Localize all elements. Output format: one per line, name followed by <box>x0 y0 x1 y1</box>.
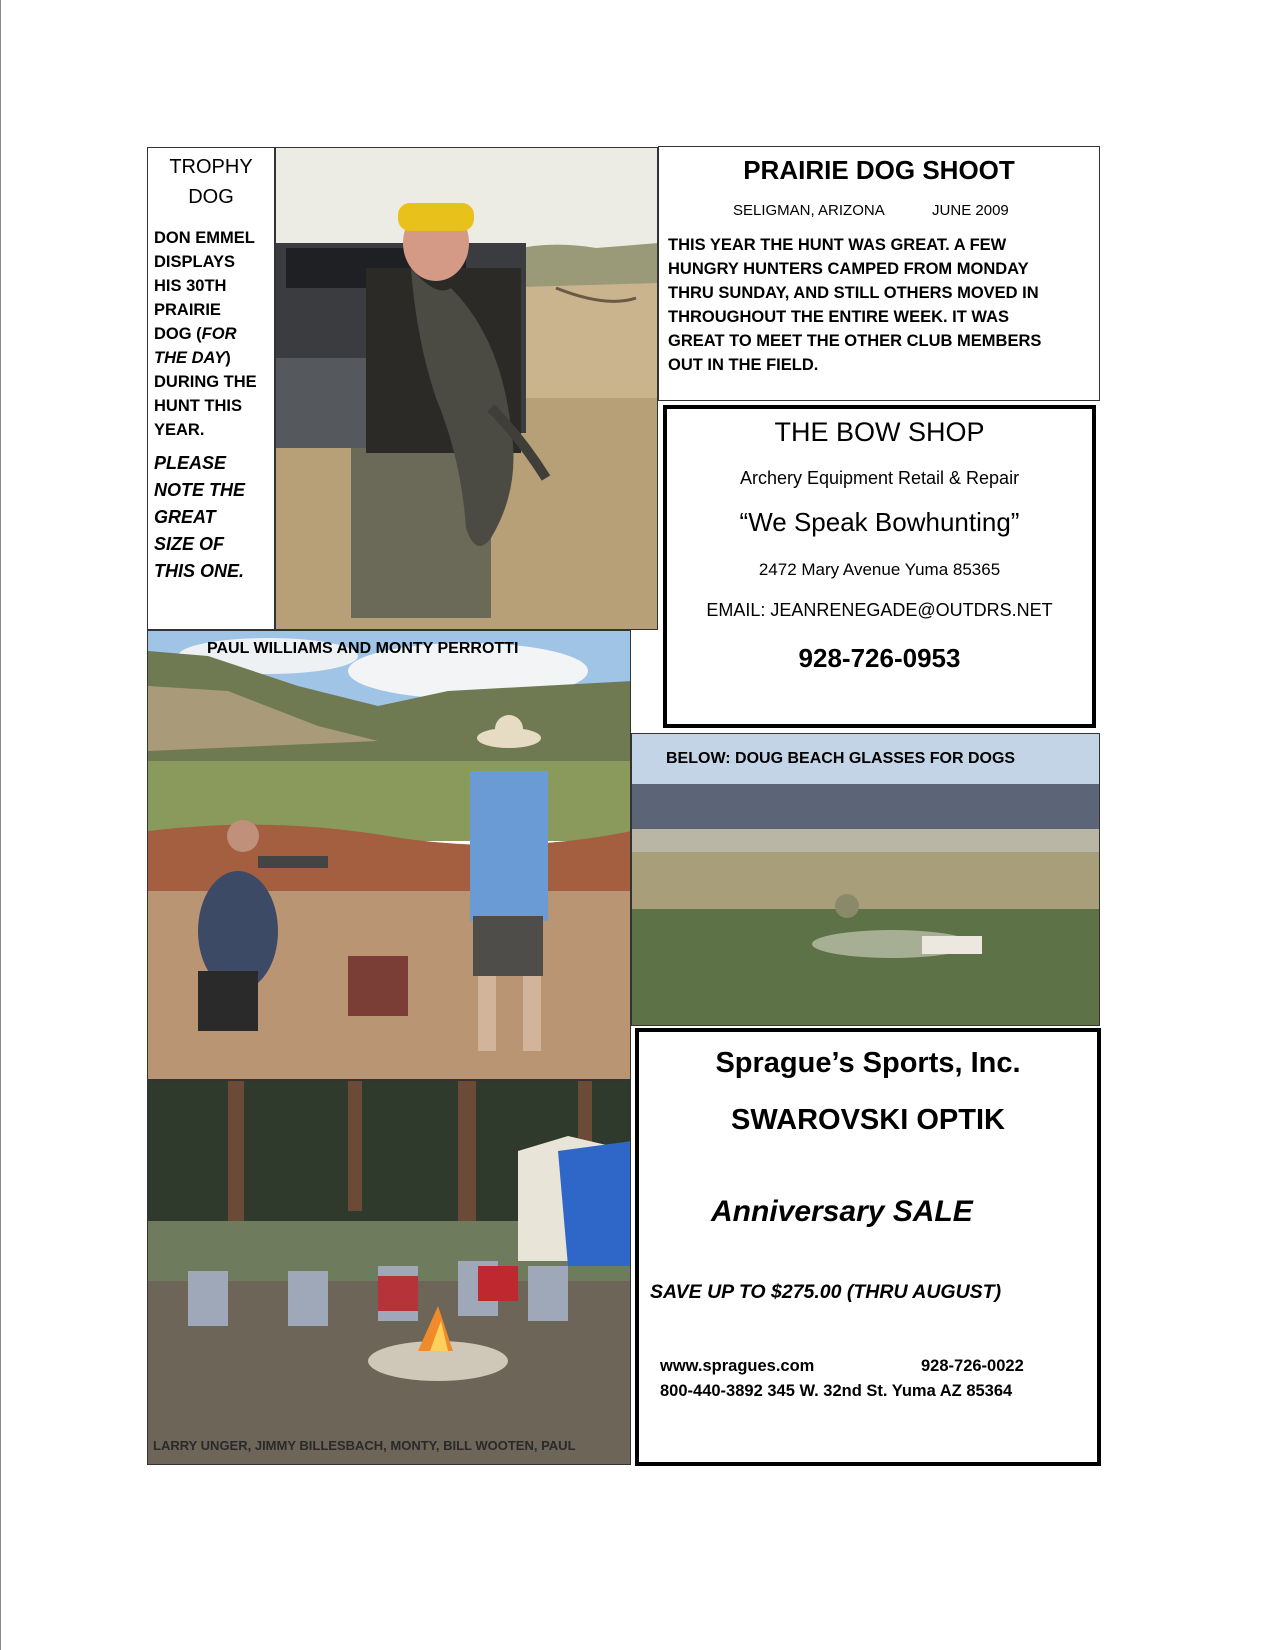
spragues-website[interactable]: www.spragues.com <box>660 1357 815 1375</box>
spragues-phone: 928-726-0022 <box>921 1357 1024 1375</box>
bowshop-slogan: “We Speak Bowhunting” <box>739 507 1020 537</box>
bowshop-phone: 928-726-0953 <box>798 643 961 673</box>
trophy-note: PLEASE NOTE THE GREAT SIZE OF THIS ONE. <box>154 453 246 581</box>
paul-monty-photo <box>147 630 631 1080</box>
shoot-location: SELIGMAN, ARIZONA <box>733 202 884 219</box>
shoot-title: PRAIRIE DOG SHOOT <box>743 155 1015 185</box>
paul-monty-illustration <box>148 631 631 1080</box>
doug-illustration <box>632 734 1100 1026</box>
campfire-illustration <box>148 1081 631 1465</box>
spragues-savings: SAVE UP TO $275.00 (THRU AUGUST) <box>650 1281 1002 1303</box>
campfire-photo <box>147 1080 631 1465</box>
trophy-title: TROPHY DOG <box>169 156 253 208</box>
shoot-body: THIS YEAR THE HUNT WAS GREAT. A FEW HUNGRY HUNTERS CAMPED FROM MONDAY THRU SUNDAY, AND STILL OTHERS MOVED IN THROUGHOUT THE ENTIRE WEEK. IT WAS GREAT TO MEET THE OTHER CLUB MEMBERS OUT IN THE FIELD. <box>668 236 1042 374</box>
doug-photo <box>631 733 1100 1026</box>
bowshop-email: EMAIL: JEANRENEGADE@OUTDRS.NET <box>706 600 1053 620</box>
trophy-panel <box>147 147 275 630</box>
trophy-photo <box>275 147 658 630</box>
bowshop-title: THE BOW SHOP <box>774 417 985 447</box>
bowshop-address: 2472 Mary Avenue Yuma 85365 <box>758 560 1001 579</box>
spragues-contact: 800-440-3892 345 W. 32nd St. Yuma AZ 85364 <box>660 1382 1013 1400</box>
campfire-caption: LARRY UNGER, JIMMY BILLESBACH, MONTY, BILL WOOTEN, PAUL <box>153 1438 576 1453</box>
spragues-brand: SWAROVSKI OPTIK <box>731 1104 1005 1136</box>
bowshop-subtitle: Archery Equipment Retail & Repair <box>739 468 1020 488</box>
spragues-contact-block <box>660 1354 1097 1404</box>
trophy-photo-illustration <box>276 148 658 630</box>
shoot-date: JUNE 2009 <box>932 202 1009 219</box>
spragues-sale: Anniversary SALE <box>711 1195 973 1228</box>
doug-caption: BELOW: DOUG BEACH GLASSES FOR DOGS <box>666 750 1016 767</box>
bowshop-ad <box>663 405 1096 728</box>
spragues-name: Sprague’s Sports, Inc. <box>715 1047 1021 1079</box>
shoot-panel <box>658 146 1100 401</box>
trophy-description: DON EMMEL DISPLAYS HIS 30TH PRAIRIE DOG (FOR THE DAY) DURING THE HUNT THIS YEAR. <box>154 229 257 439</box>
spragues-ad <box>635 1028 1101 1466</box>
shoot-meta <box>659 202 1099 219</box>
paul-monty-caption: PAUL WILLIAMS AND MONTY PERROTTI <box>207 640 519 657</box>
